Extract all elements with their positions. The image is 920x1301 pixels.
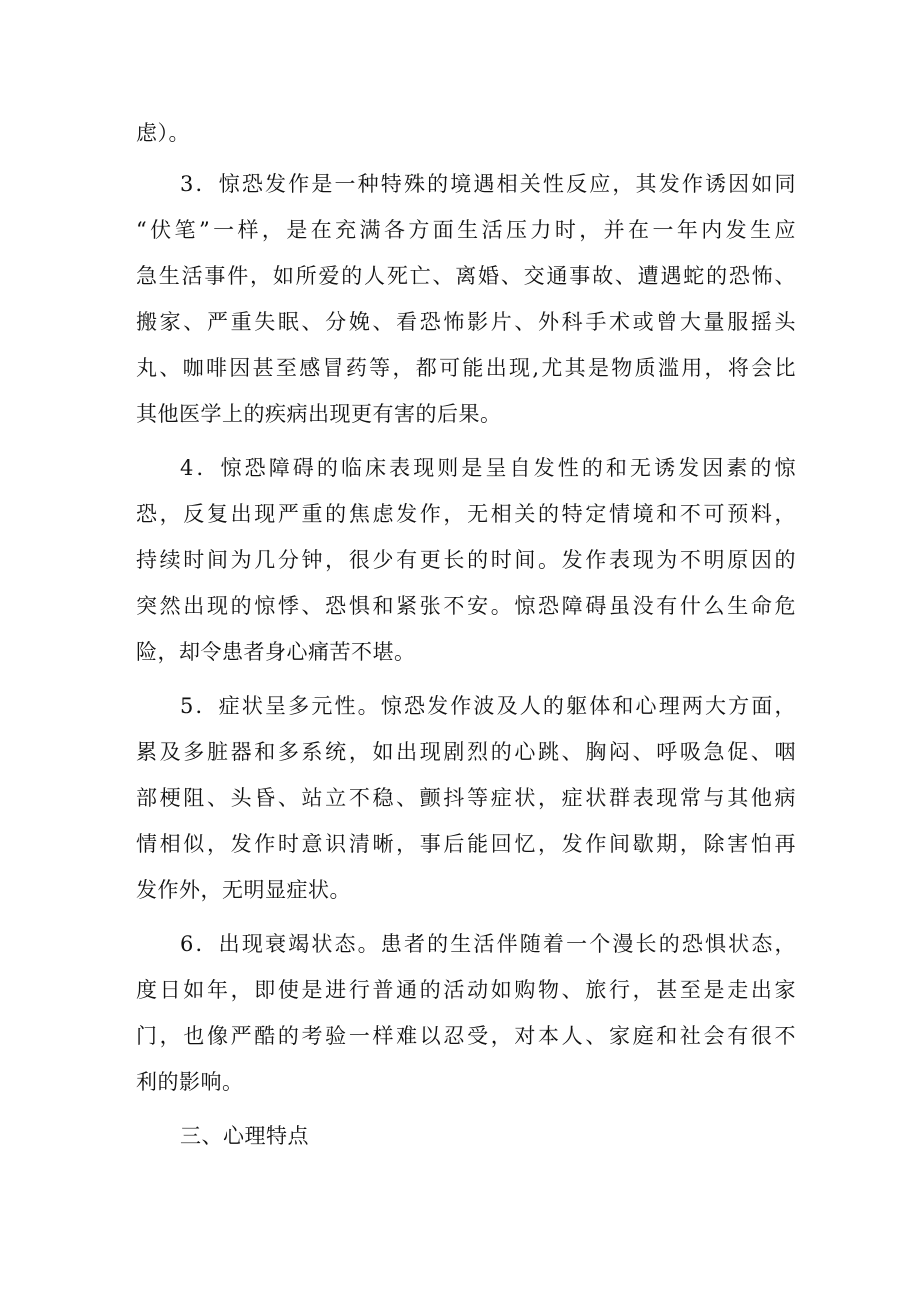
item-5-line: 5．症状呈多元性。惊恐发作波及人的躯体和心理两大方面，: [180, 694, 796, 718]
text-line: 突然出现的惊悸、恐惧和紧张不安。惊恐障碍虽没有什么生命危: [136, 594, 796, 618]
section-heading: 三、心理特点: [180, 1124, 309, 1148]
text-line: 情相似，发作时意识清晰，事后能回忆，发作间歇期，除害怕再: [136, 832, 796, 856]
text-line: 恐，反复出现严重的焦虑发作，无相关的特定情境和不可预料，: [136, 502, 796, 526]
text-line: 持续时间为几分钟，很少有更长的时间。发作表现为不明原因的: [136, 548, 796, 572]
text-line: 部梗阻、头昏、站立不稳、颤抖等症状，症状群表现常与其他病: [136, 786, 796, 810]
text-line: 其他医学上的疾病出现更有害的后果。: [136, 402, 502, 426]
text-line: 利的影响。: [136, 1070, 244, 1094]
text-line: “伏笔”一样，是在充满各方面生活压力时，并在一年内发生应: [136, 218, 796, 242]
text-line: 度日如年，即使是进行普通的活动如购物、旅行，甚至是走出家: [136, 978, 796, 1002]
text-line: 搬家、严重失眠、分娩、看恐怖影片、外科手术或曾大量服摇头: [136, 310, 796, 334]
item-6-line: 6．出现衰竭状态。患者的生活伴随着一个漫长的恐惧状态，: [180, 932, 796, 956]
text-line: 虑）。: [136, 121, 190, 145]
text-line: 丸、咖啡因甚至感冒药等，都可能出现,尤其是物质滥用，将会比: [136, 356, 796, 380]
text-line: 累及多脏器和多系统，如出现剧烈的心跳、胸闷、呼吸急促、咽: [136, 740, 796, 764]
text-line: 门，也像严酷的考验一样难以忍受，对本人、家庭和社会有很不: [136, 1024, 796, 1048]
text-line: 急生活事件，如所爱的人死亡、离婚、交通事故、遭遇蛇的恐怖、: [136, 264, 796, 288]
item-4-line: 4．惊恐障碍的临床表现则是呈自发性的和无诱发因素的惊: [180, 456, 796, 480]
item-3-line: 3．惊恐发作是一种特殊的境遇相关性反应，其发作诱因如同: [180, 172, 796, 196]
text-line: 发作外，无明显症状。: [136, 878, 351, 902]
text-line: 险，却令患者身心痛苦不堪。: [136, 640, 416, 664]
